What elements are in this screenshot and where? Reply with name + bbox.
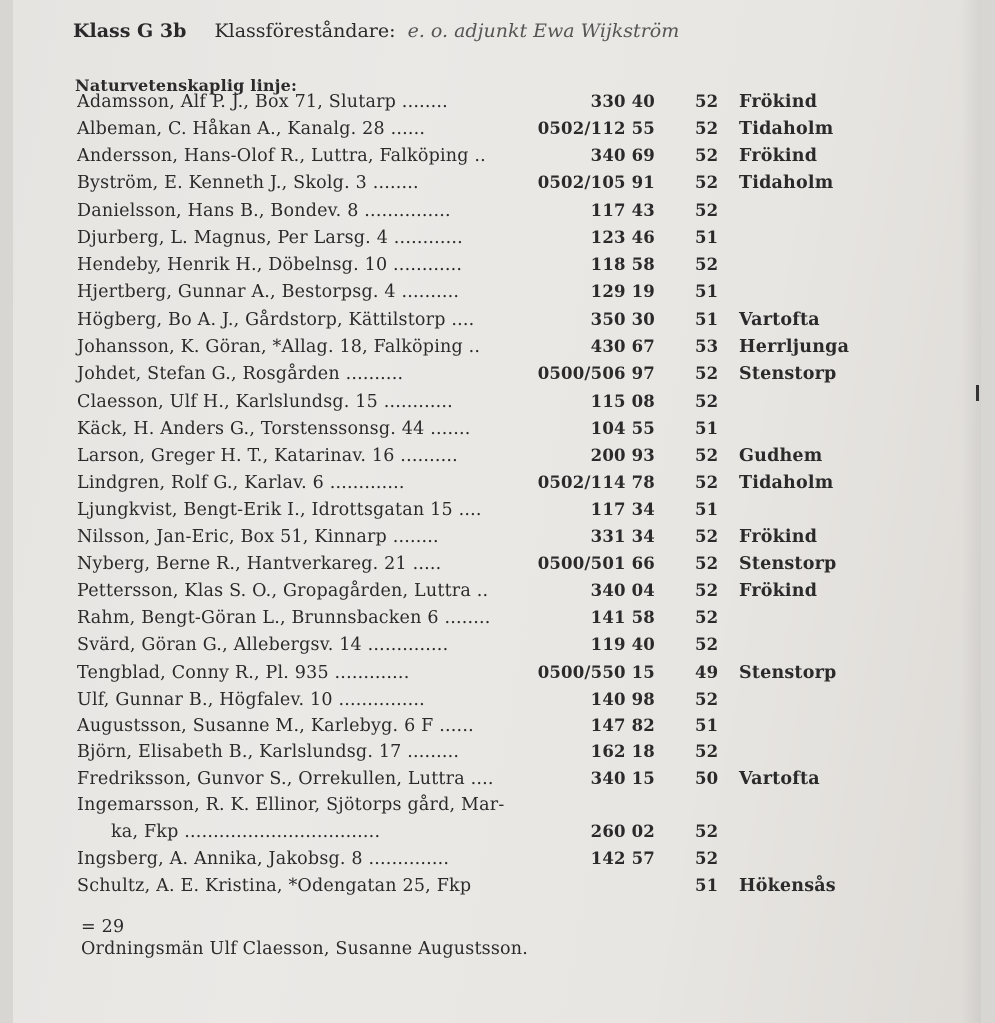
student-birth-year: 52 [695, 392, 719, 411]
student-phone: 123 46 [590, 228, 655, 247]
student-row [13, 199, 981, 226]
document-photo [13, 0, 981, 1023]
student-name: Ulf, Gunnar B., Högfalev. 10 ............... [77, 690, 425, 710]
student-name: Ingemarsson, R. K. Ellinor, Sjötorps gård, Mar- [77, 795, 505, 815]
student-name: Tengblad, Conny R., Pl. 935 ............. [77, 663, 410, 683]
student-row [13, 253, 981, 280]
student-row [13, 335, 981, 362]
student-name: Adamsson, Alf P. J., Box 71, Slutarp ........ [77, 92, 448, 112]
student-town: Stenstorp [739, 663, 837, 683]
student-phone: 117 43 [590, 201, 655, 220]
student-row [13, 714, 981, 741]
student-phone: 142 57 [590, 849, 655, 868]
student-name: Käck, H. Anders G., Torstenssonsg. 44 ....... [77, 419, 471, 439]
student-phone: 117 34 [590, 500, 655, 519]
student-town: Frökind [739, 146, 818, 166]
student-name: Pettersson, Klas S. O., Gropagården, Luttra .. [77, 581, 489, 601]
student-town: Frökind [739, 92, 818, 112]
student-phone: 330 40 [590, 92, 655, 111]
student-birth-year: 52 [695, 608, 719, 627]
student-row [13, 117, 981, 144]
student-row [13, 793, 981, 820]
student-name: Byström, E. Kenneth J., Skolg. 3 ........ [77, 173, 419, 193]
margin-mark [976, 385, 979, 401]
student-row [13, 417, 981, 444]
student-birth-year: 52 [695, 849, 719, 868]
student-birth-year: 52 [695, 173, 719, 192]
student-name: Albeman, C. Håkan A., Kanalg. 28 ...... [77, 119, 426, 139]
student-name: Nilsson, Jan-Eric, Box 51, Kinnarp ........ [77, 527, 439, 547]
student-birth-year: 52 [695, 92, 719, 111]
student-birth-year: 52 [695, 119, 719, 138]
student-name: Larson, Greger H. T., Katarinav. 16 .......... [77, 446, 458, 466]
student-row [13, 633, 981, 660]
student-row [13, 280, 981, 307]
student-phone: 0502/105 91 [537, 173, 655, 192]
student-count: = 29 [81, 917, 125, 937]
student-phone: 162 18 [590, 742, 655, 761]
class-teacher-name: e. o. adjunkt Ewa Wijkström [407, 20, 680, 42]
student-town: Tidaholm [739, 119, 834, 139]
student-birth-year: 52 [695, 201, 719, 220]
student-phone: 115 08 [590, 392, 655, 411]
student-phone: 141 58 [590, 608, 655, 627]
student-birth-year: 49 [695, 663, 719, 682]
student-name: Björn, Elisabeth B., Karlslundsg. 17 ......... [77, 742, 460, 762]
student-phone: 118 58 [590, 255, 655, 274]
student-name: Rahm, Bengt-Göran L., Brunnsbacken 6 ........ [77, 608, 491, 628]
student-name: Ingsberg, A. Annika, Jakobsg. 8 .............. [77, 849, 450, 869]
student-phone: 340 04 [590, 581, 655, 600]
student-town: Hökensås [739, 876, 836, 896]
student-name: Schultz, A. E. Kristina, *Odengatan 25, Fkp [77, 876, 472, 896]
student-phone: 129 19 [590, 282, 655, 301]
student-row [13, 362, 981, 389]
student-phone: 260 02 [590, 822, 655, 841]
student-birth-year: 52 [695, 581, 719, 600]
student-name: Augustsson, Susanne M., Karlebyg. 6 F ...... [77, 716, 474, 736]
student-name: Lindgren, Rolf G., Karlav. 6 ............. [77, 473, 405, 493]
student-row [13, 847, 981, 874]
student-row [13, 171, 981, 198]
student-name: ka, Fkp .................................. [111, 822, 381, 842]
student-birth-year: 53 [695, 337, 719, 356]
student-row [13, 498, 981, 525]
student-row [13, 740, 981, 767]
student-birth-year: 52 [695, 554, 719, 573]
student-birth-year: 51 [695, 228, 719, 247]
student-name: Johdet, Stefan G., Rosgården .......... [77, 364, 404, 384]
student-phone: 119 40 [590, 635, 655, 654]
student-birth-year: 51 [695, 310, 719, 329]
student-birth-year: 52 [695, 473, 719, 492]
student-birth-year: 51 [695, 716, 719, 735]
student-row [13, 552, 981, 579]
student-phone: 0502/114 78 [537, 473, 655, 492]
student-name: Danielsson, Hans B., Bondev. 8 ............... [77, 201, 451, 221]
student-name: Hendeby, Henrik H., Döbelnsg. 10 ............ [77, 255, 463, 275]
student-row [13, 444, 981, 471]
student-phone: 147 82 [590, 716, 655, 735]
student-row [13, 90, 981, 117]
student-row [13, 606, 981, 633]
section-heading: Naturvetenskaplig linje: [75, 76, 298, 95]
student-birth-year: 51 [695, 282, 719, 301]
student-town: Stenstorp [739, 554, 837, 574]
student-town: Herrljunga [739, 337, 850, 357]
student-phone: 331 34 [590, 527, 655, 546]
student-town: Vartofta [739, 310, 820, 330]
student-phone: 350 30 [590, 310, 655, 329]
class-teacher-label: Klassföreståndare: [214, 20, 396, 42]
student-phone: 430 67 [590, 337, 655, 356]
student-birth-year: 50 [695, 769, 719, 788]
student-town: Gudhem [739, 446, 823, 466]
student-phone: 340 15 [590, 769, 655, 788]
student-name: Claesson, Ulf H., Karlslundsg. 15 ............ [77, 392, 453, 412]
student-birth-year: 52 [695, 742, 719, 761]
student-phone: 340 69 [590, 146, 655, 165]
student-birth-year: 51 [695, 419, 719, 438]
student-row [13, 144, 981, 171]
student-phone: 104 55 [590, 419, 655, 438]
student-birth-year: 52 [695, 364, 719, 383]
student-row [13, 390, 981, 417]
student-row [13, 226, 981, 253]
student-birth-year: 51 [695, 876, 719, 895]
student-row [13, 471, 981, 498]
student-row [13, 767, 981, 794]
student-row [13, 308, 981, 335]
student-row [13, 579, 981, 606]
student-town: Tidaholm [739, 173, 834, 193]
student-name: Svärd, Göran G., Allebergsv. 14 .............. [77, 635, 449, 655]
student-name: Andersson, Hans-Olof R., Luttra, Falköping .. [77, 146, 486, 166]
student-birth-year: 52 [695, 446, 719, 465]
student-town: Frökind [739, 527, 818, 547]
student-birth-year: 52 [695, 527, 719, 546]
student-name: Högberg, Bo A. J., Gårdstorp, Kättilstorp .... [77, 310, 475, 330]
student-birth-year: 52 [695, 690, 719, 709]
student-row [13, 525, 981, 552]
student-birth-year: 52 [695, 146, 719, 165]
class-name: Klass G 3b [73, 20, 187, 42]
student-town: Tidaholm [739, 473, 834, 493]
student-name: Ljungkvist, Bengt-Erik I., Idrottsgatan 15 .... [77, 500, 482, 520]
page-shadow [961, 0, 981, 1023]
student-phone: 0500/550 15 [537, 663, 655, 682]
student-row [13, 874, 981, 901]
student-phone: 0500/506 97 [537, 364, 655, 383]
student-name: Nyberg, Berne R., Hantverkareg. 21 ..... [77, 554, 442, 574]
student-phone: 200 93 [590, 446, 655, 465]
student-name: Djurberg, L. Magnus, Per Larsg. 4 ............ [77, 228, 463, 248]
student-town: Stenstorp [739, 364, 837, 384]
student-name: Fredriksson, Gunvor S., Orrekullen, Luttra .... [77, 769, 494, 789]
student-row [13, 688, 981, 715]
student-birth-year: 51 [695, 500, 719, 519]
student-phone: 0502/112 55 [537, 119, 655, 138]
student-row [13, 661, 981, 688]
student-name: Hjertberg, Gunnar A., Bestorpsg. 4 .......... [77, 282, 460, 302]
student-town: Frökind [739, 581, 818, 601]
student-birth-year: 52 [695, 635, 719, 654]
student-name: Johansson, K. Göran, *Allag. 18, Falköping .. [77, 337, 481, 357]
student-birth-year: 52 [695, 255, 719, 274]
student-birth-year: 52 [695, 822, 719, 841]
student-phone: 140 98 [590, 690, 655, 709]
student-town: Vartofta [739, 769, 820, 789]
student-phone: 0500/501 66 [537, 554, 655, 573]
class-header [73, 20, 679, 42]
class-monitors: Ordningsmän Ulf Claesson, Susanne Augustsson. [81, 939, 529, 959]
student-row [13, 820, 981, 847]
